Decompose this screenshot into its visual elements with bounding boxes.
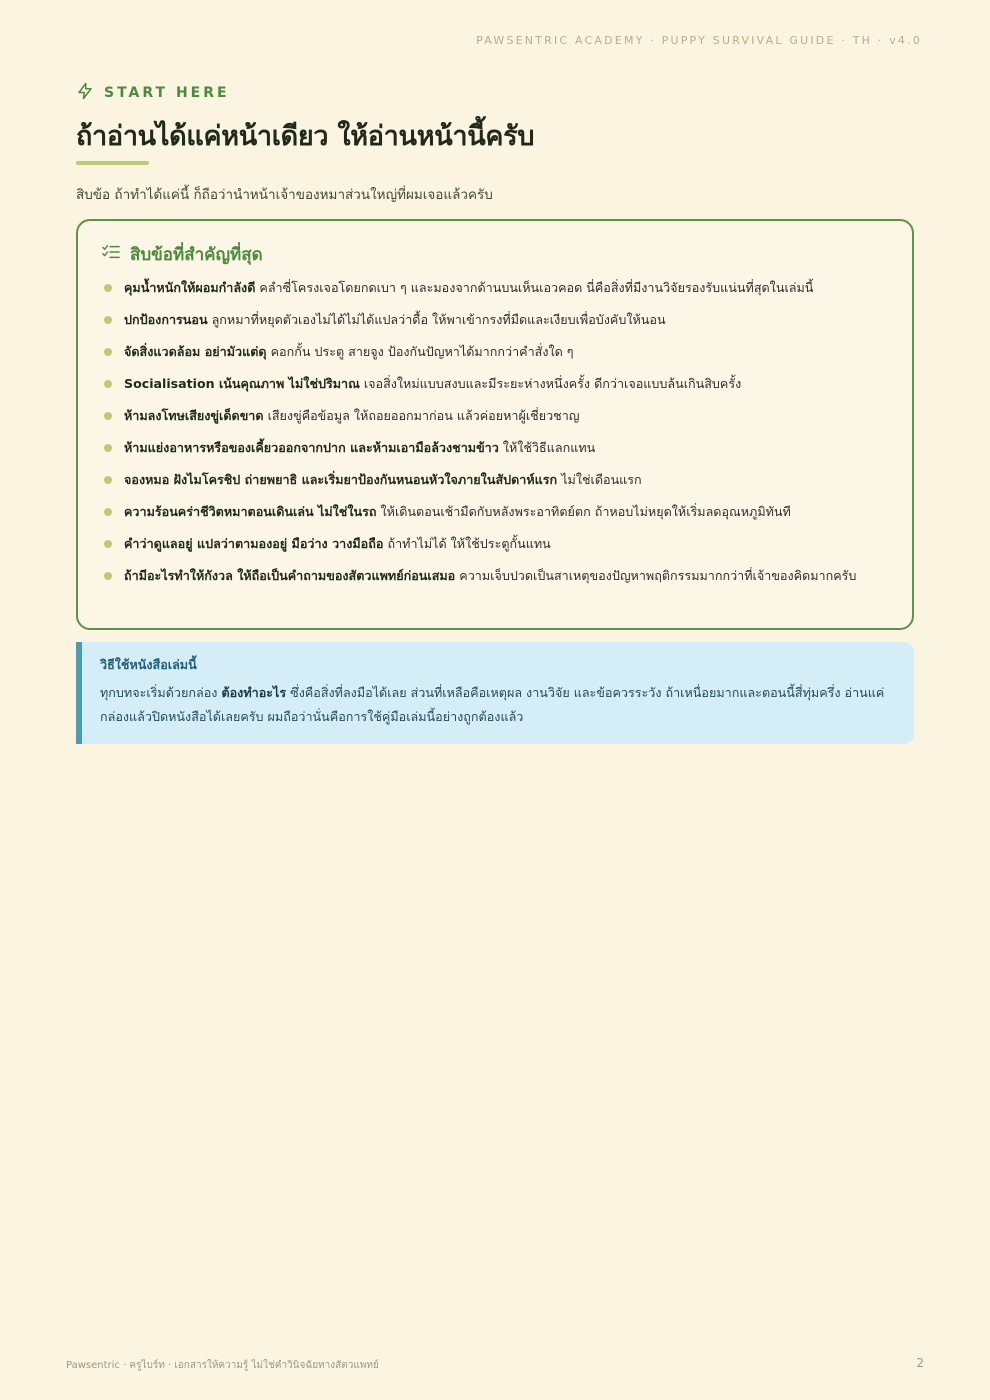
top-ten-card <box>76 219 914 630</box>
item-emphasis: ถ้ามีอะไรทำให้กังวล ให้ถือเป็นคำถามของสัตวแพทย์ก่อนเสมอ <box>124 568 456 583</box>
item-text: คลำซี่โครงเจอโดยกดเบา ๆ และมองจากด้านบนเห็นเอวคอด นี่คือสิ่งที่มีงานวิจัยรองรับแน่นที่สุดในเล่มนี้ <box>255 280 814 295</box>
list-item <box>102 340 888 364</box>
item-emphasis: ห้ามแย่งอาหารหรือของเคี้ยวออกจากปาก และห้ามเอามือล้วงชามข้าว <box>124 440 499 455</box>
checklist-icon <box>102 244 120 265</box>
bullet-dot-icon <box>104 444 112 452</box>
footer-credit: Pawsentric · ครูไบร์ท · เอกสารให้ความรู้ ไม่ใช่คำวินิจฉัยทางสัตวแพทย์ <box>66 1360 379 1371</box>
list-item <box>102 404 888 428</box>
item-text: ลูกหมาที่หยุดตัวเองไม่ได้ไม่ได้แปลว่าดื้อ ให้พาเข้ากรงที่มืดและเงียบเพื่อบังคับให้นอน <box>207 312 666 327</box>
list-item <box>102 564 888 588</box>
kicker-label: START HERE <box>104 85 230 101</box>
item-emphasis: จองหมอ ฝังไมโครชิป ถ่ายพยาธิ และเริ่มยาป้องกันหนอนหัวใจภายในสัปดาห์แรก <box>124 472 558 487</box>
bullet-dot-icon <box>104 572 112 580</box>
item-emphasis: คำว่าดูแลอยู่ แปลว่าตามองอยู่ มือว่าง วางมือถือ <box>124 536 384 551</box>
list-item <box>102 436 888 460</box>
list-item <box>102 372 888 396</box>
list-item <box>102 468 888 492</box>
card-header <box>102 241 888 268</box>
bullet-dot-icon <box>104 380 112 388</box>
item-text: ความเจ็บปวดเป็นสาเหตุของปัญหาพฤติกรรมมากกว่าที่เจ้าของคิดมากครับ <box>455 568 857 583</box>
page-number: 2 <box>916 1356 924 1370</box>
item-emphasis: ปกป้องการนอน <box>124 312 208 327</box>
item-text: เจอสิ่งใหม่แบบสงบและมีระยะห่างหนึ่งครั้ง ดีกว่าเจอแบบล้นเกินสิบครั้ง <box>359 376 742 391</box>
callout-body <box>100 681 896 729</box>
how-to-use-callout <box>76 642 914 744</box>
bullet-dot-icon <box>104 476 112 484</box>
section-kicker <box>76 82 230 104</box>
callout-text: ซึ่งคือสิ่งที่ลงมือได้เลย ส่วนที่เหลือคือเหตุผล งานวิจัย และข้อควรระวัง ถ้าเหนื่อยมากและตอนนี้สี่ทุ่มครึ่ง อ่านแค่กล่องแล้วปิดหนังสือได้เลยครับ ผมถือว่านั่นคือการใช้คู่มือเล่มนี้อย่างถูกต้องแล้ว <box>100 685 885 724</box>
title-underline <box>76 161 149 165</box>
page-title: ถ้าอ่านได้แค่หน้าเดียว ให้อ่านหน้านี้ครับ <box>76 121 535 152</box>
callout-text: ทุกบทจะเริ่มด้วยกล่อง <box>100 685 222 700</box>
bullet-dot-icon <box>104 348 112 356</box>
item-text: คอกกั้น ประตู สายจูง ป้องกันปัญหาได้มากกว่าคำสั่งใด ๆ <box>266 344 574 359</box>
bullet-dot-icon <box>104 412 112 420</box>
list-item <box>102 532 888 556</box>
lightning-icon <box>76 82 94 104</box>
callout-emphasis: ต้องทำอะไร <box>221 685 287 700</box>
running-header: PAWSENTRIC ACADEMY · PUPPY SURVIVAL GUIDE · TH · v4.0 <box>476 34 922 47</box>
bullet-dot-icon <box>104 316 112 324</box>
list-item <box>102 308 888 332</box>
item-emphasis: Socialisation เน้นคุณภาพ ไม่ใช่ปริมาณ <box>124 376 360 391</box>
callout-title: วิธีใช้หนังสือเล่มนี้ <box>100 657 197 672</box>
item-text: ถ้าทำไม่ได้ ให้ใช้ประตูกั้นแทน <box>383 536 551 551</box>
item-emphasis: ห้ามลงโทษเสียงขู่เด็ดขาด <box>124 408 264 423</box>
top-ten-list <box>102 276 888 588</box>
item-text: ไม่ใช่เดือนแรก <box>557 472 642 487</box>
bullet-dot-icon <box>104 540 112 548</box>
list-item <box>102 276 888 300</box>
item-text: เสียงขู่คือข้อมูล ให้ถอยออกมาก่อน แล้วค่อยหาผู้เชี่ยวชาญ <box>263 408 580 423</box>
item-emphasis: ความร้อนคร่าชีวิตหมาตอนเดินเล่น ไม่ใช่ในรถ <box>124 504 377 519</box>
bullet-dot-icon <box>104 284 112 292</box>
bullet-dot-icon <box>104 508 112 516</box>
item-text: ให้ใช้วิธีแลกแทน <box>498 440 596 455</box>
page-subtitle: สิบข้อ ถ้าทำได้แค่นี้ ก็ถือว่านำหน้าเจ้าของหมาส่วนใหญ่ที่ผมเจอแล้วครับ <box>76 187 493 203</box>
item-text: ให้เดินตอนเช้ามืดกับหลังพระอาทิตย์ตก ถ้าหอบไม่หยุดให้เริ่มลดอุณหภูมิทันที <box>376 504 791 519</box>
item-emphasis: คุมน้ำหนักให้ผอมกำลังดี <box>124 280 256 295</box>
card-title: สิบข้อที่สำคัญที่สุด <box>130 245 263 265</box>
list-item <box>102 500 888 524</box>
item-emphasis: จัดสิ่งแวดล้อม อย่ามัวแต่ดุ <box>124 344 267 359</box>
